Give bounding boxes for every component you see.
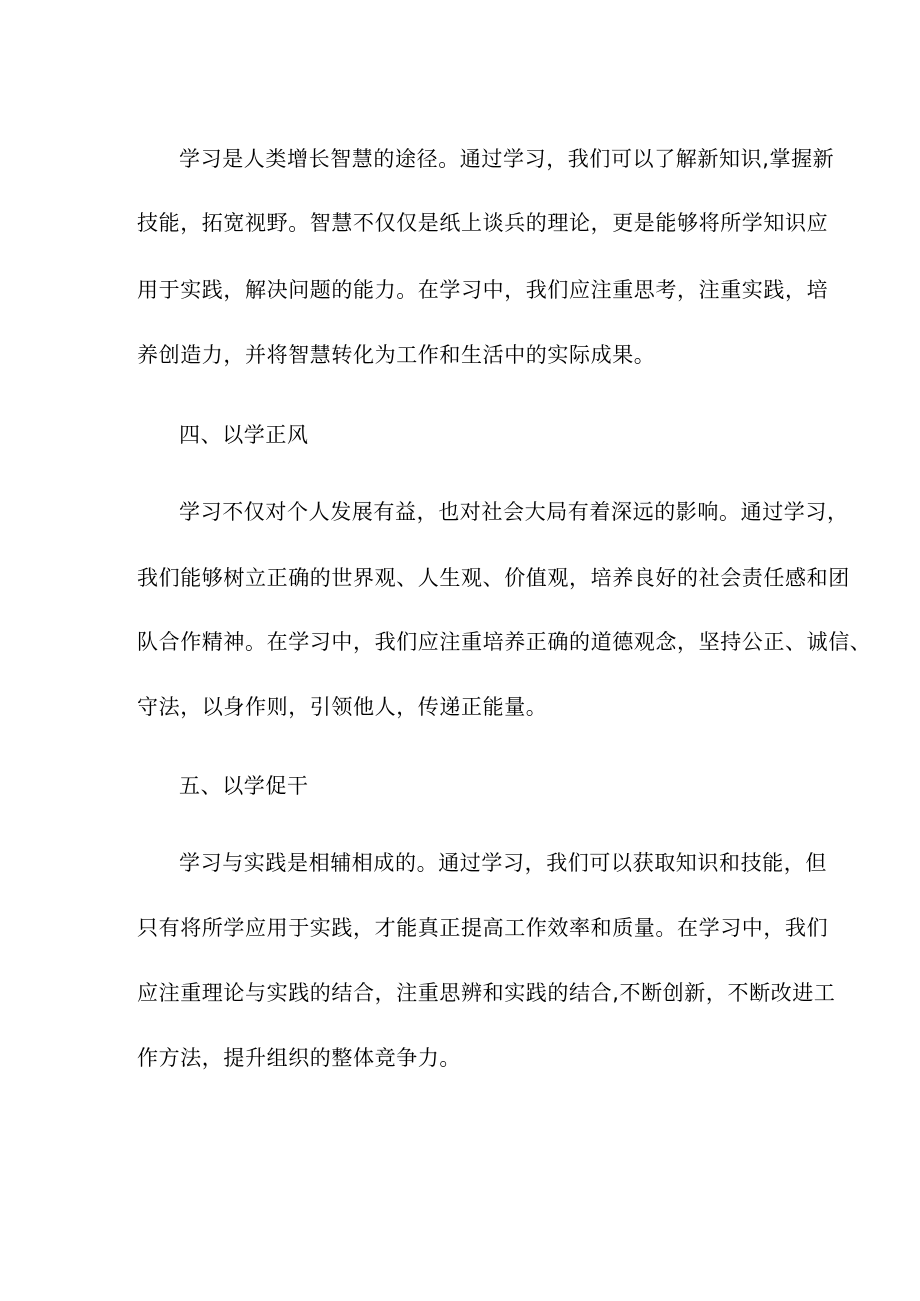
section-heading: 五、以学促干 [179,774,309,798]
paragraph-line: 只有将所学应用于实践，才能真正提高工作效率和质量。在学习中，我们 [137,916,829,940]
paragraph-line: 学习是人类增长智慧的途径。通过学习，我们可以了解新知识,掌握新 [179,147,835,171]
section-heading: 四、以学正风 [179,423,309,447]
paragraph-line: 养创造力，并将智慧转化为工作和生活中的实际成果。 [137,343,656,367]
paragraph-line: 队合作精神。在学习中，我们应注重培养正确的道德观念，坚持公正、诚信、 [137,630,872,654]
paragraph-line: 应注重理论与实践的结合，注重思辨和实践的结合,不断创新，不断改进工 [137,981,836,1005]
paragraph-line: 我们能够树立正确的世界观、人生观、价值观，培养良好的社会责任感和团 [137,566,850,590]
paragraph-line: 学习不仅对个人发展有益，也对社会大局有着深远的影响。通过学习， [179,500,849,524]
paragraph-line: 学习与实践是相辅相成的。通过学习，我们可以获取知识和技能，但 [179,851,827,875]
paragraph-line: 作方法，提升组织的整体竞争力。 [137,1046,461,1070]
paragraph-line: 技能，拓宽视野。智慧不仅仅是纸上谈兵的理论，更是能够将所学知识应 [137,211,829,235]
paragraph-line: 用于实践，解决问题的能力。在学习中，我们应注重思考，注重实践，培 [137,278,829,302]
paragraph-line: 守法，以身作则，引领他人，传递正能量。 [137,695,548,719]
